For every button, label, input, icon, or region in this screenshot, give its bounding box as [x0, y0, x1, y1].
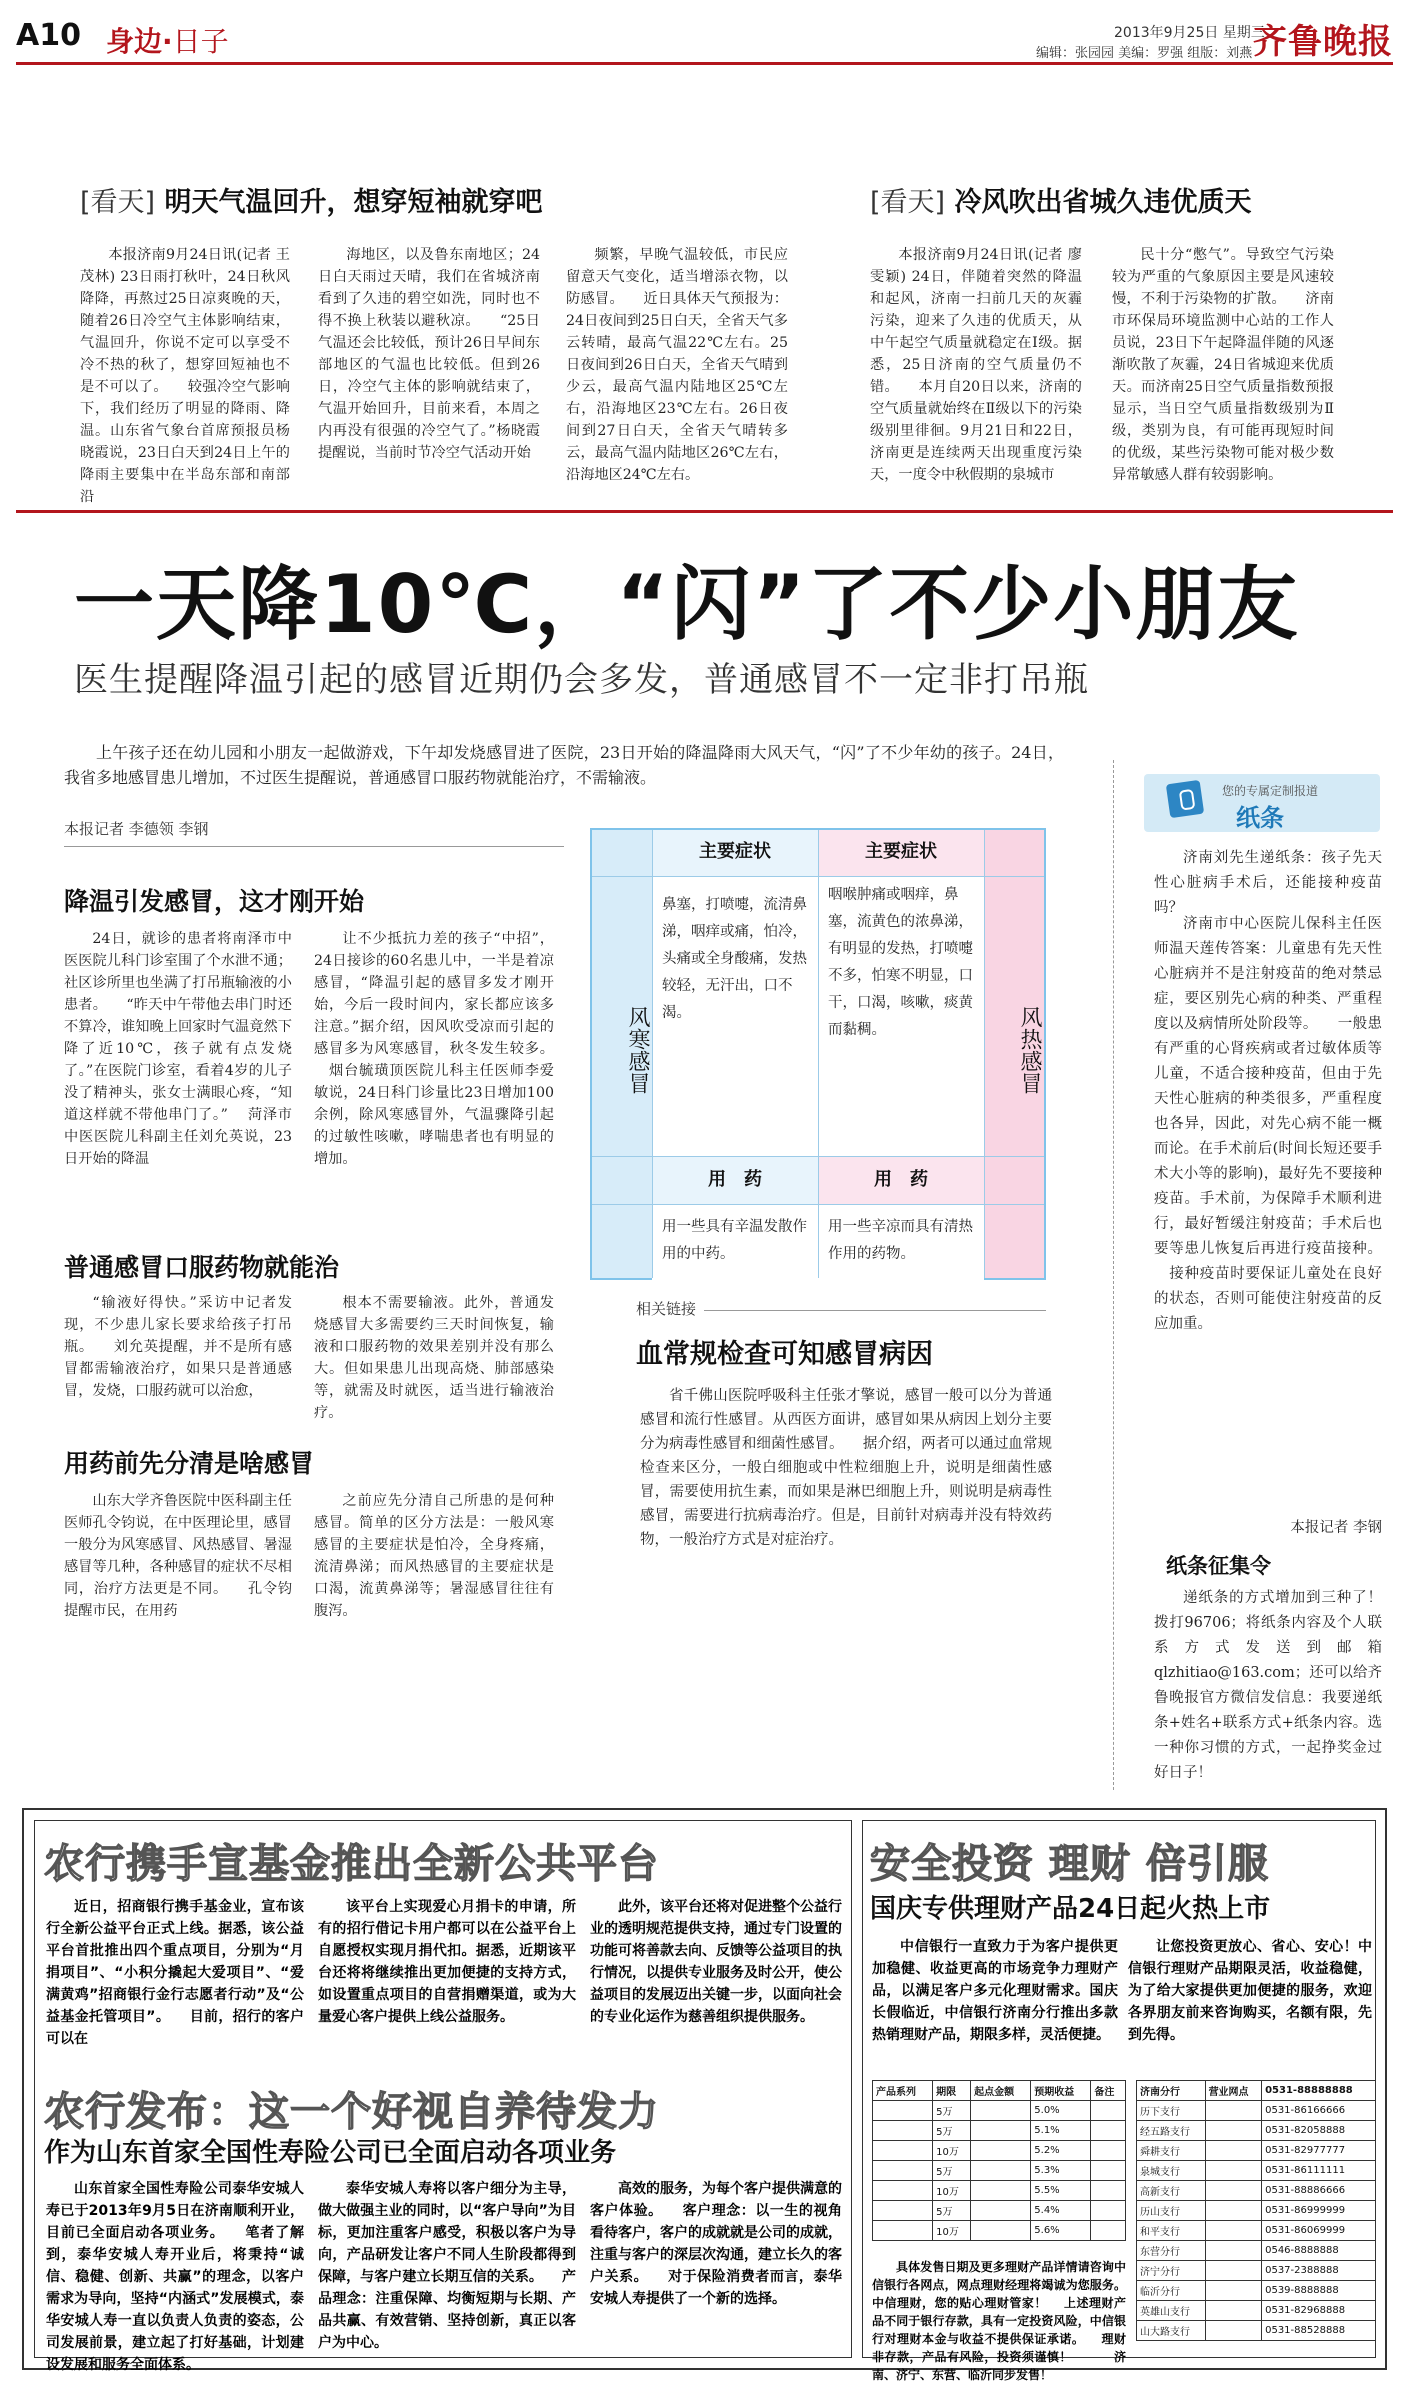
- branch-table-cell: 历下支行: [1137, 2101, 1206, 2121]
- ad-ghost-title-1: 农行携手宣基金推出全新公共平台: [44, 1841, 659, 1887]
- note-tag-big: 纸条: [1236, 804, 1284, 832]
- sec3-right: 之前应先分清自己所患的是何种感冒。简单的区分方法是：一般风寒感冒的主要症状是怕冷，全身疼痛，流清鼻涕；而风热感冒的主要症状是口渴，流黄鼻涕等；暑湿感冒往往有腹泻。: [314, 1493, 554, 1619]
- branch-table-row: [1137, 2301, 1376, 2321]
- product-table-cell: [873, 2141, 933, 2161]
- product-table-cell: 5.4%: [1031, 2201, 1091, 2221]
- product-table-cell: [971, 2161, 1031, 2181]
- product-table-cell: [873, 2101, 933, 2121]
- branch-table-cell: 山大路支行: [1137, 2321, 1206, 2341]
- product-table-cell: 5.5%: [1031, 2181, 1091, 2201]
- branch-table-row: [1137, 2261, 1376, 2281]
- heat-drug-head: 用 药: [874, 1169, 928, 1190]
- ad-branch-table: [1136, 2080, 1376, 2341]
- ad-head-2: 国庆专供理财产品24日起火热上市: [870, 1894, 1271, 1924]
- ad-product-table: [872, 2080, 1126, 2241]
- product-table-cell: [873, 2201, 933, 2221]
- branch-table-row: [1137, 2221, 1376, 2241]
- branch-table-cell: [1205, 2241, 1262, 2261]
- branch-table-cell: 0531-82977777: [1262, 2141, 1376, 2161]
- headline-rule: [16, 510, 1393, 513]
- branch-table-cell: [1205, 2181, 1262, 2201]
- product-table-cell: 10万: [933, 2221, 971, 2241]
- note-byline: 本报记者 李钢: [1290, 1520, 1382, 1536]
- weather1-tag: [看天]: [80, 187, 156, 218]
- byline-rule: [64, 846, 564, 847]
- branch-table-cell: 历山支行: [1137, 2201, 1206, 2221]
- branch-table-cell: 高新支行: [1137, 2181, 1206, 2201]
- branch-table-cell: 0531-86166666: [1262, 2101, 1376, 2121]
- masthead: [16, 14, 1393, 64]
- weather1-title: 明天气温回升，想穿短袖就穿吧: [164, 187, 543, 218]
- note-question: 济南刘先生递纸条：孩子先天性心脏病手术后，还能接种疫苗吗？: [1154, 850, 1382, 916]
- ad-text-7: 中信银行一直致力于为客户提供更加稳健、收益更高的市场竞争力理财产品，以满足客户多元化理财需求。国庆长假临近，中信银行济南分行推出多款热销理财产品，期限多样，灵活便捷。: [872, 1939, 1118, 2043]
- note-tag-small: 您的专属定制报道: [1222, 784, 1319, 798]
- table-hline: [592, 1156, 1044, 1157]
- product-table-cell: 期限: [933, 2081, 971, 2101]
- branch-table-cell: 0531-88888888: [1262, 2081, 1376, 2101]
- product-table-cell: [971, 2101, 1031, 2121]
- product-table-cell: [971, 2181, 1031, 2201]
- product-table-cell: 备注: [1091, 2081, 1126, 2101]
- branch-table-cell: 英雄山支行: [1137, 2301, 1206, 2321]
- sec2-right: 根本不需要输液。此外，普通发烧感冒大多需要约三天时间恢复，输液和口服药物的效果差别并没有那么大。但如果患儿出现高烧、肺部感染等，就需及时就医，适当进行输液治疗。: [314, 1295, 554, 1421]
- weather2-col2: 民十分“憋气”。导致空气污染较为严重的气象原因主要是风速较慢，不利于污染物的扩散。 济南市环保局环境监测中心站的工作人员说，23日下午起降温伴随的风逐渐吹散了灰霾，24日省城迎来优质天。而济南25日空气质量指数预报显示，当日空气质量指数级别为Ⅱ级，类别为良，有可能再现短时间的优级，某些污染物可能对极少数异常敏感人群有较弱影响。: [1112, 247, 1334, 483]
- related-title: 血常规检查可知感冒病因: [636, 1339, 933, 1370]
- branch-table-cell: [1205, 2301, 1262, 2321]
- heat-drug: 用一些辛凉而具有清热作用的药物。: [828, 1219, 973, 1262]
- product-table-row: [873, 2201, 1126, 2221]
- collect-text: 递纸条的方式增加到三种了！拨打96706；将纸条内容及个人联系方式发送到邮箱qlzhitiao@163.com；还可以给齐鲁晚报官方微信发信息：我要递纸条+姓名+联系方式+纸条内容。选一种你习惯的方式，一起挣奖金过好日子！: [1154, 1590, 1382, 1781]
- product-table-cell: 起点金额: [971, 2081, 1031, 2101]
- editor-credits: 编辑：张园园 美编：罗强 组版：刘燕: [1036, 46, 1253, 61]
- table-hline: [592, 1204, 1044, 1205]
- sec1-title: 降温引发感冒，这才刚开始: [64, 887, 365, 916]
- product-table-cell: 5万: [933, 2101, 971, 2121]
- section-dot: ·: [162, 25, 173, 58]
- main-headline: 一天降10℃，“闪”了不少小朋友: [74, 558, 1300, 651]
- product-table-cell: 产品系列: [873, 2081, 933, 2101]
- branch-table-cell: 0546-8888888: [1262, 2241, 1376, 2261]
- ad-head-1: 作为山东首家全国性寿险公司已全面启动各项业务: [44, 2138, 617, 2168]
- product-table-cell: [971, 2141, 1031, 2161]
- ad-text-8: 让您投资更放心、省心、安心！中信银行理财产品期限灵活，收益稳健，为了给大家提供更加便捷的服务，欢迎各界朋友前来咨询购买，名额有限，先到先得。: [1128, 1939, 1372, 2043]
- product-table-row: [873, 2221, 1126, 2241]
- ad-text-9: 具体发售日期及更多理财产品详情请咨询中信银行各网点，网点理财经理将竭诚为您服务。中信理财，您的贴心理财管家！ 上述理财产品不同于银行存款，具有一定投资风险，中信银行对理财本金与收益不提供保证承诺。 理财非存款，产品有风险，投资须谨慎！ 济南、济宁、东营、临沂同步发售！: [872, 2260, 1126, 2382]
- product-table-cell: [873, 2161, 933, 2181]
- product-table-cell: [971, 2121, 1031, 2141]
- table-hline: [592, 876, 1044, 877]
- branch-table-cell: 济南分行: [1137, 2081, 1206, 2101]
- top-rule: [16, 62, 1393, 65]
- cold-symptom-table: [590, 828, 1046, 1280]
- weather2-col1: 本报济南9月24日讯(记者 廖雯颖) 24日，伴随着突然的降温和起风，济南一扫前几天的灰霾污染，迎来了久违的优质天，从中午起空气质量就稳定在Ⅰ级。据悉，25日济南的空气质量仍不错。 本月自20日以来，济南的空气质量就始终在Ⅱ级以下的污染级别里徘徊。9月21日和22日，济南更是连续两天出现重度污染天，一度令中秋假期的泉城市: [870, 247, 1082, 483]
- branch-table-cell: [1205, 2261, 1262, 2281]
- ad-text-4: 山东首家全国性寿险公司泰华安城人寿已于2013年9月5日在济南顺利开业，目前已全面启动各项业务。 笔者了解到，泰华安城人寿开业后，将秉持“诚信、稳健、创新、共赢”的理念，以客户需求为导向，坚持“内涵式”发展模式，泰华安城人寿一直以负责人负责的姿态，公司发展前景，建立起了打好基础，计划建设发展和服务全面体系。: [46, 2181, 304, 2373]
- branch-table-cell: 临沂分行: [1137, 2281, 1206, 2301]
- pin-icon: [1166, 780, 1204, 818]
- sec2-left: “输液好得快。”采访中记者发现，不少患儿家长要求给孩子打吊瓶。 刘允英提醒，并不是所有感冒都需输液治疗，如果只是普通感冒，发烧，口服药就可以治愈，: [64, 1295, 292, 1399]
- branch-table-cell: 舜耕支行: [1137, 2141, 1206, 2161]
- weather1-col1: 本报济南9月24日讯(记者 王茂林) 23日雨打秋叶，24日秋风降降，再熬过25日凉爽晚的天，随着26日冷空气主体影响结束，气温回升，你说不定可以享受不冷不热的秋了，想穿回短袖也不是不可以了。 较强冷空气影响下，我们经历了明显的降雨、降温。山东省气象台首席预报员杨晓霞说，23日白天到24日上午的降雨主要集中在半岛东部和南部沿: [80, 247, 290, 505]
- ad-text-3: 此外，该平台还将对促进整个公益行业的透明规范提供支持，通过专门设置的功能可将善款去向、反馈等公益项目的执行情况，以提供专业服务及时公开，使公益项目的发展迈出关键一步，以面向社会的专业化运作为慈善组织提供服务。: [590, 1899, 842, 2025]
- branch-table-cell: 0539-8888888: [1262, 2281, 1376, 2301]
- ad-text-2: 该平台上实现爱心月捐卡的申请，所有的招行借记卡用户都可以在公益平台上自愿授权实现月捐代扣。据悉，近期该平台还将将继续推出更加便捷的支持方式，如设置重点项目的自营捐赠渠道，或为大量爱心客户提供上线公益服务。: [318, 1899, 576, 2025]
- ad-text-5: 泰华安城人寿将以客户细分为主导，做大做强主业的同时，以“客户导向”为目标，更加注重客户感受，积极以客户为导向，产品研发让客户不同人生阶段都得到保障，与客户建立长期互信的关系。 产品理念：注重保障、均衡短期与长期、产品共赢、有效营销、坚持创新，真正以客户为中心。: [318, 2181, 576, 2351]
- heat-symptoms: 咽喉肿痛或咽痒，鼻塞，流黄色的浓鼻涕，有明显的发热，打喷嚏不多，怕寒不明显，口干，口渴，咳嗽，痰黄而黏稠。: [828, 887, 973, 1038]
- branch-table-row: [1137, 2161, 1376, 2181]
- product-table-cell: [1091, 2221, 1126, 2241]
- branch-table-row: [1137, 2081, 1376, 2101]
- product-table-cell: 5.2%: [1031, 2141, 1091, 2161]
- page-number: A10: [16, 18, 81, 53]
- ad-ghost-title-2: 农行发布：这一个好视自养待发力: [44, 2089, 659, 2135]
- branch-table-row: [1137, 2281, 1376, 2301]
- branch-table-row: [1137, 2141, 1376, 2161]
- sec1-left: 24日，就诊的患者将南泽市中医医院儿科门诊室围了个水泄不通；社区诊所里也坐满了打吊瓶输液的小患者。 “昨天中午带他去串门时还不算冷，谁知晚上回家时气温竟然下降了近10℃，孩子就有点发烧了。”在医院门诊室，看着4岁的儿子没了精神头，张女士满眼心疼，“知道这样就不带他串门了。” 菏泽市中医医院儿科副主任刘允英说，23日开始的降温: [64, 931, 292, 1167]
- note-tag: [1144, 774, 1380, 832]
- collect-head: 纸条征集令: [1166, 1554, 1271, 1578]
- branch-table-row: [1137, 2181, 1376, 2201]
- product-table-cell: 5.1%: [1031, 2121, 1091, 2141]
- product-table-cell: [1091, 2201, 1126, 2221]
- branch-table-cell: 经五路支行: [1137, 2121, 1206, 2141]
- branch-table-row: [1137, 2101, 1376, 2121]
- branch-table-cell: [1205, 2201, 1262, 2221]
- weather2-headline: [870, 180, 1251, 219]
- note-answer: 济南市中心医院儿保科主任医师温天莲传答案：儿童患有先天性心脏病并不是注射疫苗的绝对禁忌症，要区别先心病的种类、严重程度以及病情所处阶段等。 一般患有严重的心肾疾病或者过敏体质等儿童，不适合接种疫苗，但由于先天性心脏病的种类很多，严重程度也各异，因此，对先心病不能一概而论。在手术前后(时间长短还要手术大小等的影响)，最好先不要接种疫苗。手术前，为保障手术顺利进行，最好暂缓注射疫苗；手术后也要等患儿恢复后再进行疫苗接种。 接种疫苗时要保证儿童处在良好的状态，否则可能使注射疫苗的反应加重。: [1154, 916, 1382, 1332]
- branch-table-row: [1137, 2321, 1376, 2341]
- product-table-cell: 5万: [933, 2201, 971, 2221]
- product-table-cell: 5.0%: [1031, 2101, 1091, 2121]
- product-table-cell: [1091, 2121, 1126, 2141]
- byline: 本报记者 李德领 李钢: [64, 820, 209, 838]
- product-table-cell: [873, 2121, 933, 2141]
- branch-table-cell: [1205, 2281, 1262, 2301]
- cold-symptoms: 鼻塞，打喷嚏，流清鼻涕，咽痒或痛，怕冷，头痛或全身酸痛，发热较轻，无汗出，口不渴。: [662, 897, 807, 1021]
- branch-table-cell: 营业网点: [1205, 2081, 1262, 2101]
- heat-symptom-head: 主要症状: [865, 841, 937, 862]
- issue-date: 2013年9月25日 星期三: [1114, 25, 1265, 41]
- cold-drug-head: 用 药: [708, 1169, 762, 1190]
- product-table-cell: 10万: [933, 2141, 971, 2161]
- lead-paragraph: 上午孩子还在幼儿园和小朋友一起做游戏，下午却发烧感冒进了医院，23日开始的降温降雨大风天气，“闪”了不少年幼的孩子。24日，我省多地感冒患儿增加，不过医生提醒说，普通感冒口服药物就能治疗，不需输液。: [64, 743, 1064, 787]
- sec3-left: 山东大学齐鲁医院中医科副主任医师孔令钧说，在中医理论里，感冒一般分为风寒感冒、风热感冒、暑湿感冒等几种，各种感冒的症状不尽相同，治疗方法更是不同。 孔令钧提醒市民，在用药: [64, 1493, 292, 1619]
- table-vline: [818, 830, 819, 1278]
- product-table-row: [873, 2081, 1126, 2101]
- product-table-cell: 5.6%: [1031, 2221, 1091, 2241]
- branch-table-cell: [1205, 2161, 1262, 2181]
- branch-table-row: [1137, 2201, 1376, 2221]
- branch-table-cell: [1205, 2321, 1262, 2341]
- weather1-headline: [80, 180, 542, 219]
- product-table-cell: [873, 2181, 933, 2201]
- branch-table-cell: 0531-88528888: [1262, 2321, 1376, 2341]
- newspaper-logo: 齐鲁晚报: [1253, 22, 1393, 62]
- heat-label: 风热感冒: [1017, 1006, 1042, 1094]
- branch-table-cell: 0537-2388888: [1262, 2261, 1376, 2281]
- branch-table-row: [1137, 2121, 1376, 2141]
- product-table-row: [873, 2121, 1126, 2141]
- cold-symptom-head: 主要症状: [699, 841, 771, 862]
- branch-table-cell: [1205, 2141, 1262, 2161]
- ad-ghost-title-3: 安全投资 理财 倍引服: [870, 1841, 1269, 1887]
- branch-table-cell: 0531-86999999: [1262, 2201, 1376, 2221]
- product-table-cell: [873, 2221, 933, 2241]
- branch-table-cell: 0531-82058888: [1262, 2121, 1376, 2141]
- product-table-cell: [971, 2201, 1031, 2221]
- branch-table-cell: [1205, 2121, 1262, 2141]
- product-table-cell: [1091, 2161, 1126, 2181]
- branch-table-cell: [1205, 2221, 1262, 2241]
- branch-table-cell: [1205, 2101, 1262, 2121]
- section-name: 身边: [106, 25, 163, 58]
- weather1-col2: 海地区，以及鲁东南地区；24日白天雨过天晴，我们在省城济南看到了久违的碧空如洗，同时也不得不换上秋装以避秋凉。 “25日气温还会比较低，预计26日早间东部地区的气温也比较低。但到26日，冷空气主体的影响就结束了，气温开始回升，目前来看，本周之内再没有很强的冷空气了。”杨晓霞提醒说，当前时节冷空气活动开始: [318, 247, 540, 461]
- section-title: [106, 20, 229, 60]
- section-subname: 日子: [172, 25, 229, 58]
- weather2-title: 冷风吹出省城久违优质天: [954, 187, 1252, 218]
- branch-table-cell: 0531-82968888: [1262, 2301, 1376, 2321]
- branch-table-cell: 泉城支行: [1137, 2161, 1206, 2181]
- product-table-cell: 10万: [933, 2181, 971, 2201]
- branch-table-cell: 和平支行: [1137, 2221, 1206, 2241]
- sec2-title: 普通感冒口服药物就能治: [64, 1253, 340, 1282]
- sec1-right: 让不少抵抗力差的孩子“中招”，24日接诊的60名患儿中，一半是着凉感冒，“降温引起的感冒多发才刚开始，今后一段时间内，家长都应该多注意。”据介绍，因风吹受凉而引起的感冒多为风寒感冒，秋冬发生较多。 烟台毓璜顶医院儿科主任医师李爱敏说，24日科门诊量比23日增加100余例，除风寒感冒外，气温骤降引起的过敏性咳嗽，哮喘患者也有明显的增加。: [314, 931, 554, 1167]
- weather2-tag: [看天]: [870, 187, 946, 218]
- main-subheadline: 医生提醒降温引起的感冒近期仍会多发，普通感冒不一定非打吊瓶: [74, 660, 1089, 700]
- related-text: 省千佛山医院呼吸科主任张才擎说，感冒一般可以分为普通感冒和流行性感冒。从西医方面讲，感冒如果从病因上划分主要分为病毒性感冒和细菌性感冒。 据介绍，两者可以通过血常规检查来区分，一般白细胞或中性粒细胞上升，说明是细菌性感冒，需要使用抗生素，而如果是淋巴细胞上升，则说明是病毒性感冒，需要进行抗病毒治疗。但是，目前针对病毒并没有特效药物，一般治疗方式是对症治疗。: [640, 1388, 1052, 1548]
- product-table-cell: [971, 2221, 1031, 2241]
- product-table-cell: 5.3%: [1031, 2161, 1091, 2181]
- related-tag: 相关链接: [636, 1298, 704, 1319]
- branch-table-row: [1137, 2241, 1376, 2261]
- product-table-cell: [1091, 2141, 1126, 2161]
- cold-label: 风寒感冒: [625, 1006, 650, 1094]
- branch-table-cell: 0531-88886666: [1262, 2181, 1376, 2201]
- cold-drug: 用一些具有辛温发散作用的中药。: [662, 1219, 807, 1262]
- reader-note-sidebar: [1113, 760, 1393, 1790]
- product-table-row: [873, 2141, 1126, 2161]
- table-vline: [652, 830, 653, 1278]
- product-table-cell: [1091, 2181, 1126, 2201]
- weather1-col3: 频繁，早晚气温较低，市民应留意天气变化，适当增添衣物，以防感冒。 近日具体天气预报为：24日夜间到25日白天，全省天气多云转晴，最高气温22℃左右。25日夜间到26日白天，全省天气晴到少云，最高气温内陆地区25℃左右，沿海地区23℃左右。26日夜间到27日白天，全省天气晴转多云，最高气温内陆地区26℃左右，沿海地区24℃左右。: [566, 247, 788, 483]
- product-table-cell: 5万: [933, 2121, 971, 2141]
- branch-table-cell: 济宁分行: [1137, 2261, 1206, 2281]
- product-table-cell: 预期收益: [1031, 2081, 1091, 2101]
- product-table-cell: 5万: [933, 2161, 971, 2181]
- branch-table-cell: 0531-86111111: [1262, 2161, 1376, 2181]
- ad-text-1: 近日，招商银行携手基金业，宣布该行全新公益平台正式上线。据悉，该公益平台首批推出四个重点项目，分别为“月捐项目”、“小积分撬起大爱项目”、“爱满黄鸡”招商银行金行志愿者行动”及“公益基金托管项目”。 目前，招行的客户可以在: [46, 1899, 304, 2047]
- product-table-row: [873, 2161, 1126, 2181]
- product-table-row: [873, 2101, 1126, 2121]
- branch-table-cell: 0531-86069999: [1262, 2221, 1376, 2241]
- product-table-cell: [1091, 2101, 1126, 2121]
- product-table-row: [873, 2181, 1126, 2201]
- sec3-title: 用药前先分清是啥感冒: [64, 1449, 315, 1478]
- ad-text-6: 高效的服务，为每个客户提供满意的客户体验。 客户理念：以一生的视角看待客户，客户的成就就是公司的成就，注重与客户的深层次沟通，建立长久的客户关系。 对于保险消费者而言，泰华安城人寿提供了一个新的选择。: [590, 2181, 842, 2307]
- branch-table-cell: 东营分行: [1137, 2241, 1206, 2261]
